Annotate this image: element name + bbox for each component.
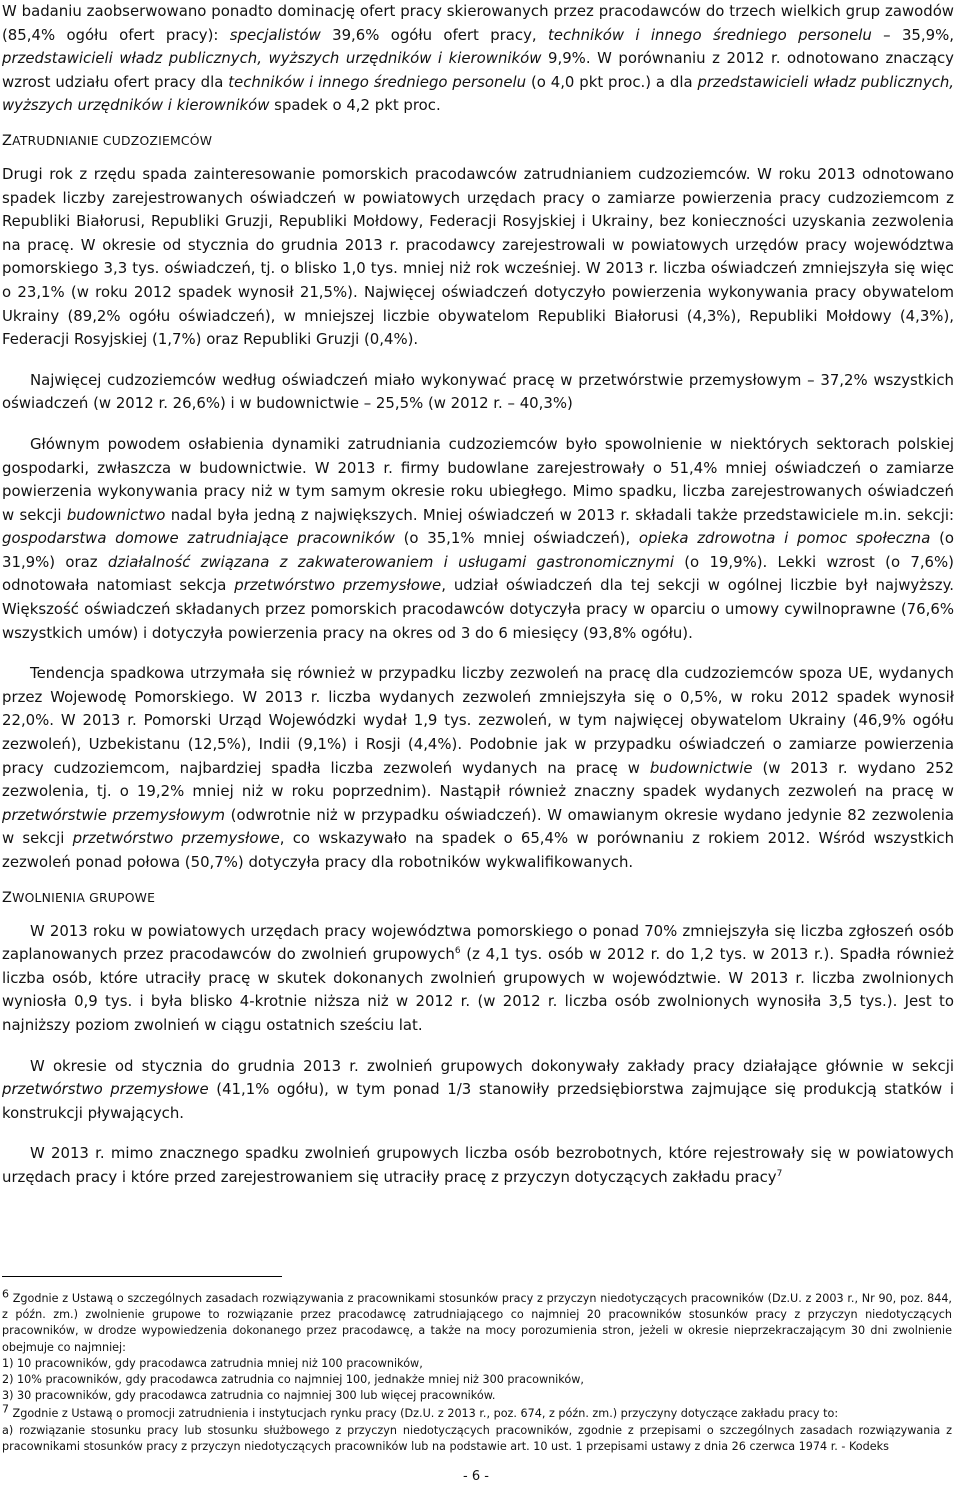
footnote-6-item: 1) 10 pracowników, gdy pracodawca zatrudnia mniej niż 100 pracowników,: [2, 1356, 423, 1370]
footnote-7: $^7$ Zgodnie z Ustawą o promocji zatrudnienia i instytucjach rynku pracy (Dz.U. z 2013 r., poz. 674, z późn. zm.) przyczyny dotyczące zakładu pracy to:: [2, 1402, 839, 1421]
footnote-6-item: 2) 10% pracowników, gdy pracodawca zatrudnia co najmniej 100, jednakże mniej niż 300 pracowników,: [2, 1373, 584, 1387]
footnote-6-item: 3) 30 pracowników, gdy pracodawca zatrudnia co najmniej 300 lub więcej pracowników.: [2, 1389, 496, 1403]
section-heading-layoffs: ZWOLNIENIA GRUPOWE: [2, 889, 156, 906]
paragraph-layoffs: W 2013 roku w powiatowych urzędach pracy województwa pomorskiego o ponad 70% zmniejszyła się liczba zgłoszeń osób zaplanowanych przez pracodawców do zwolnień grupowych$^6$ (z 4,1 tys. osób w 2012 r. do 1,2 tys. w 2013 r.). Spadła również liczba osób, które utraciły pracę w skutek dokonanych zwolnień grupowych w województwie. W 2013 r. liczba zwolnionych wyniosła 0,9 tys. i była blisko 4-krotnie niższa niż w 2012 r. (w 2012 r. liczba osób zwolnionych wynosiła 3,5 tys.). Jest to najniższy poziom zwolnień w ciągu ostatnich sześciu lat.: [2, 921, 955, 1034]
paragraph-layoffs-registered: W 2013 r. mimo znacznego spadku zwolnień grupowych liczba osób bezrobotnych, które rejestrowały się w powiatowych urzędach pracy i które przed zarejestrowaniem się utraciły pracę z przyczyn dotyczących zakładu pracy$^7$: [2, 1144, 954, 1186]
paragraph-foreigners: Drugi rok z rzędu spada zainteresowanie pomorskich pracodawców zatrudnianiem cudzoziemców. W roku 2013 odnotowano spadek liczby zarejestrowanych oświadczeń w powiatowych urzędach pracy o zamiarze powierzenia pracy cudzoziemcom z Republiki Białorusi, Republiki Gruzji, Republiki Mołdowy, Federacji Rosyjskiej i Ukrainy, bez konieczności uzyskania zezwolenia na pracę. W okresie od stycznia do grudnia 2013 r. pracodawcy zarejestrowali w powiatowych urzędów pracy województwa pomorskiego 3,3 tys. oświadczeń, tj. o blisko 1,0 tys. mniej niż rok wcześniej. W 2013 r. liczba oświadczeń zmniejszyła się więc o 23,1% (w roku 2012 spadek wynosił 21,5%). Najwięcej oświadczeń dotyczyło powierzenia wykonywania pracy obywatelom Ukrainy (89,2% ogółu oświadczeń), w mniejszej liczbie obywatelom Republiki Białorusi (4,3%), Republiki Mołdowy (4,3%), Federacji Rosyjskiej (1,7%) oraz Republiki Gruzji (0,4%).: [2, 164, 954, 349]
paragraph-layoffs-sectors: W okresie od stycznia do grudnia 2013 r. zwolnień grupowych dokonywały zakłady pracy działające głównie w sekcji przetwórstwo przemysłowe (41,1% ogółu), w tym ponad 1/3 stanowiły przedsiębiorstwa zajmujące się produkcją statków i konstrukcji pływających.: [2, 1056, 954, 1122]
footnote-divider: [2, 1276, 282, 1277]
paragraph-reason: Głównym powodem osłabienia dynamiki zatrudniania cudzoziemców było spowolnienie w niektórych sektorach polskiej gospodarki, zwłaszcza w budownictwie. W 2013 r. firmy budowlane zarejestrowały o 51,4% mniej oświadczeń o zamiarze powierzenia wykonywania pracy niż w tym samym okresie roku ubiegłego. Mimo spadku, liczba zarejestrowanych oświadczeń w sekcji budownictwo nadal była jedną z największych. Mniej oświadczeń w 2013 r. składali także przedstawiciele m.in. sekcji: gospodarstwa domowe zatrudniające pracowników (o 35,1% mniej oświadczeń), opieka zdrowotna i pomoc społeczna (o 31,9%) oraz działalność związana z zakwaterowaniem i usługami gastronomicznymi (o 19,9%). Lekki wzrost (o 7,6%) odnotowała natomiast sekcja przetwórstwo przemysłowe, udział oświadczeń dla tej sekcji w ogólnej liczbie był najwyższy. Większość oświadczeń składanych przez pomorskich pracodawców dotyczyła pracy w oparciu o umowy cywilnoprawne (76,6% wszystkich umów) i dotyczyła powierzenia pracy na okres od 3 do 6 miesięcy (93,8% ogółu).: [2, 434, 954, 642]
footnote-7-item-a: a) rozwiązanie stosunku pracy lub stosunku służbowego z przyczyn niedotyczących pracowników, zgodnie z przepisami o szczególnych zasadach rozwiązywania z pracownikami stosunków pracy z przyczyn niedotyczących pracowników lub na podstawie art. 10 ust. 1 przepisami ustawy z dnia 26 czerwca 1974 r. - Kodeks: [2, 1423, 952, 1453]
paragraph-sectors: Najwięcej cudzoziemców według oświadczeń miało wykonywać pracę w przetwórstwie przemysłowym – 37,2% wszystkich oświadczeń (w 2012 r. 26,6%) i w budownictwie – 25,5% (w 2012 r. – 40,3%): [2, 370, 954, 413]
paragraph-permits: Tendencja spadkowa utrzymała się również w przypadku liczby zezwoleń na pracę dla cudzoziemców spoza UE, wydanych przez Wojewodę Pomorskiego. W 2013 r. liczba wydanych zezwoleń zmniejszyła się o 0,5%, w roku 2012 spadek wynosił 22,0%. W 2013 r. Pomorski Urząd Wojewódzki wydał 1,9 tys. zezwoleń, w tym najwięcej obywatelom Ukrainy (46,9% ogółu zezwoleń), Uzbekistanu (12,5%), Indii (9,1%) i Rosji (4,4%). Podobnie jak w przypadku oświadczeń o zamiarze powierzenia pracy cudzoziemcom, najbardziej spadła liczba zezwoleń wydanych na pracę w budownictwie (w 2013 r. wydano 252 zezwolenia, tj. o 19,2% mniej niż w roku poprzednim). Nastąpił również znaczny spadek wydanych zezwoleń na pracę w przetwórstwie przemysłowym (odwrotnie niż w przypadku oświadczeń). W omawianym okresie wydano jedynie 82 zezwolenia w sekcji przetwórstwo przemysłowe, co wskazywało na spadek o 65,4% w porównaniu z rokiem 2012. Wśród wszystkich zezwoleń ponad połowa (50,7%) dotyczyła pracy dla robotników wykwalifikowanych.: [2, 664, 955, 871]
page-number: - 6 -: [463, 1469, 489, 1484]
section-heading-foreigners: ZATRUDNIANIE CUDZOZIEMCÓW: [2, 132, 213, 149]
footnote-7-number: 7: [2, 1402, 9, 1416]
paragraph-intro: W badaniu zaobserwowano ponadto dominację ofert pracy skierowanych przez pracodawców do trzech wielkich grup zawodów (85,4% ogółu ofert pracy): specjalistów 39,6% ogółu ofert pracy, techników i innego średniego personelu – 35,9%, przedstawicieli władz publicznych, wyższych urzędników i kierowników 9,9%. W porównaniu z 2012 r. odnotowano znaczący wzrost udziału ofert pracy dla techników i innego średniego personelu (o 4,0 pkt proc.) a dla przedstawicieli władz publicznych, wyższych urzędników i kierowników spadek o 4,2 pkt proc.: [2, 2, 954, 115]
footnote-6: $^6$ Zgodnie z Ustawą o szczególnych zasadach rozwiązywania z pracownikami stosunków pracy z przyczyn niedotyczących pracowników (Dz.U. z 2003 r., Nr 90, poz. 844, z późn. zm.) zwolnienie grupowe to rozwiązanie przez pracodawcę zatrudniającego co najmniej 20 pracowników stosunków pracy z przyczyn niedotyczących pracowników, w drodze wypowiedzenia dokonanego przez pracodawcę, a także na mocy porozumienia stron, jeżeli w okresie nieprzekraczającym 30 dni zwolnienie obejmuje co najmniej:: [2, 1287, 952, 1354]
footnote-ref-7[interactable]: 7: [776, 1168, 783, 1179]
footnotes: [2, 1287, 952, 1455]
footnote-ref-6[interactable]: 6: [454, 946, 461, 957]
footnote-6-number: 6: [2, 1287, 9, 1301]
